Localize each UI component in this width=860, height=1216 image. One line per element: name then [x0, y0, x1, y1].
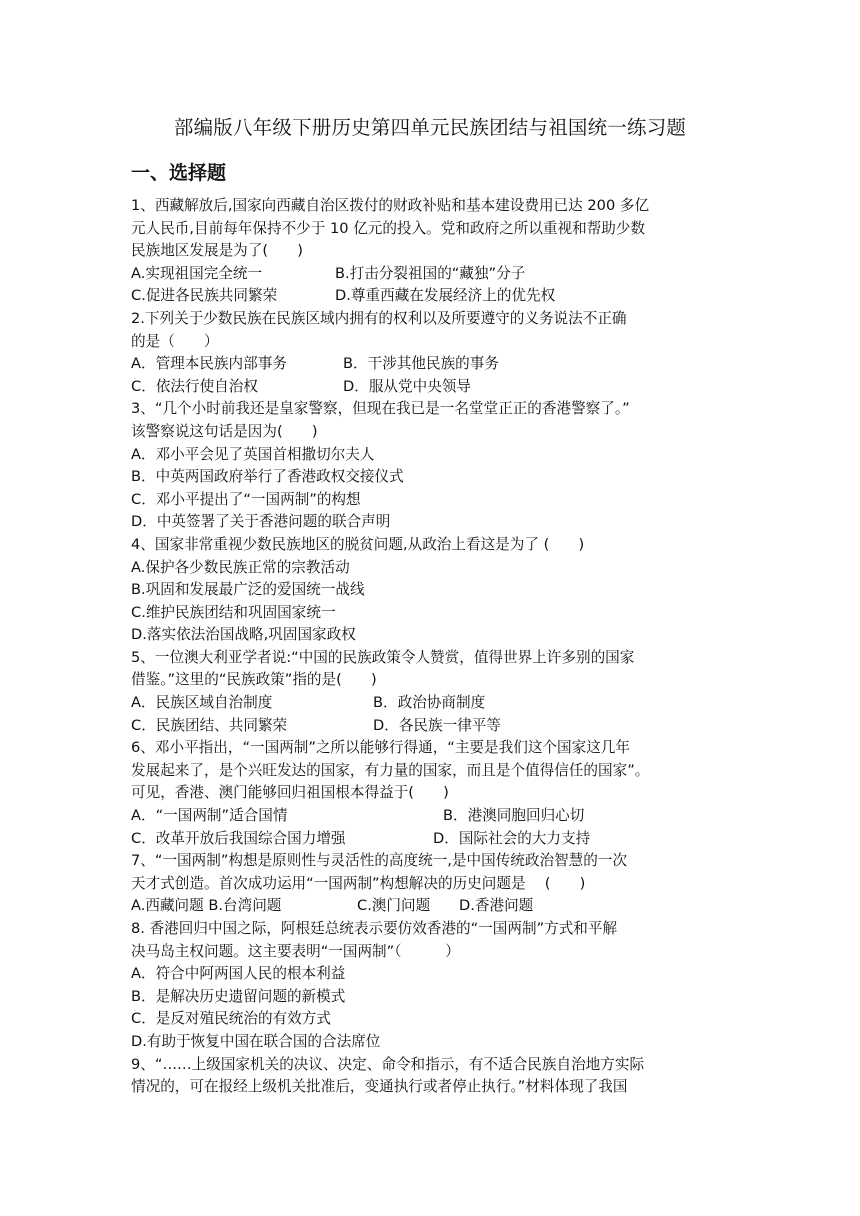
option-row	[131, 715, 737, 738]
answer-option: C．民族团结、共同繁荣	[131, 716, 288, 734]
answer-option: D.尊重西藏在发展经济上的优先权	[335, 287, 556, 305]
answer-option: D．中英签署了关于香港问题的联合声明	[131, 513, 391, 531]
option-row	[131, 353, 737, 376]
answer-option: B．是解决历史遗留问题的新模式	[131, 987, 346, 1005]
option-row	[131, 489, 737, 512]
question-stem-line: 的是（ ）	[131, 332, 219, 350]
answer-option: A．邓小平会见了英国首相撒切尔夫人	[131, 445, 375, 463]
option-row	[131, 285, 737, 308]
question-stem-line: 民族地区发展是为了( )	[131, 242, 303, 260]
option-row	[131, 579, 737, 602]
answer-option: C.澳门问题	[357, 897, 431, 915]
question-stem-line: 情况的，可在报经上级机关批准后，变通执行或者停止执行。”材料体现了我国	[131, 1078, 628, 1096]
answer-option: A.保护各少数民族正常的宗教活动	[131, 558, 350, 576]
answer-option: D.落实依法治国战略,巩固国家政权	[131, 626, 356, 644]
question-stem-line: 7、“一国两制”构想是原则性与灵活性的高度统一,是中国传统政治智慧的一次	[131, 852, 628, 870]
question-stem-line: 发展起来了，是个兴旺发达的国家，有力量的国家，而且是个值得信任的国家”。	[131, 761, 650, 779]
question-stem-line: 5、一位澳大利亚学者说:“中国的民族政策令人赞赏，值得世界上许多别的国家	[131, 648, 635, 666]
question-7	[131, 850, 737, 918]
option-row	[131, 895, 737, 918]
answer-option: A．管理本民族内部事务	[131, 355, 287, 373]
answer-option: A.实现祖国完全统一	[131, 264, 263, 282]
answer-option: A．符合中阿两国人民的根本利益	[131, 965, 346, 983]
option-row	[131, 692, 737, 715]
question-stem-line: 借鉴。”这里的“民族政策”指的是( )	[131, 671, 377, 689]
option-row	[131, 1008, 737, 1031]
answer-option: C．邓小平提出了“一国两制”的构想	[131, 490, 361, 508]
question-1	[131, 195, 737, 308]
answer-option: B．政治协商制度	[373, 694, 486, 712]
option-row	[131, 624, 737, 647]
option-row	[131, 557, 737, 580]
question-2	[131, 308, 737, 398]
option-row	[131, 466, 737, 489]
option-row	[131, 805, 737, 828]
option-row	[131, 376, 737, 399]
section-heading: 一、选择题	[131, 162, 227, 184]
answer-option: C．依法行使自治权	[131, 377, 258, 395]
question-stem-line: 该警察说这句话是因为( )	[131, 422, 318, 440]
answer-option: B.打击分裂祖国的“藏独”分子	[335, 264, 526, 282]
answer-option: D．服从党中央领导	[343, 377, 471, 395]
option-row	[131, 963, 737, 986]
answer-option: D.香港问题	[459, 897, 534, 915]
question-stem-line: 天才式创造。首次成功运用“一国两制”构想解决的历史问题是 ( )	[131, 874, 586, 892]
answer-option: A.西藏问题 B.台湾问题	[131, 897, 282, 915]
option-row	[131, 1031, 737, 1054]
question-4	[131, 534, 737, 647]
answer-option: A．民族区域自治制度	[131, 694, 273, 712]
answer-option: C．改革开放后我国综合国力增强	[131, 829, 346, 847]
option-row	[131, 263, 737, 286]
answer-option: C.促进各民族共同繁荣	[131, 287, 278, 305]
answer-option: B．干涉其他民族的事务	[343, 355, 499, 373]
answer-option: B．中英两国政府举行了香港政权交接仪式	[131, 468, 404, 486]
question-stem-line: 8. 香港回归中国之际，阿根廷总统表示要仿效香港的“一国两制”方式和平解	[131, 920, 618, 937]
answer-option: C.维护民族团结和巩固国家统一	[131, 603, 336, 621]
answer-option: D．国际社会的大力支持	[433, 829, 591, 847]
question-stem-line: 2.下列关于少数民族在民族区域内拥有的权利以及所要遵守的义务说法不正确	[131, 309, 627, 327]
question-stem-line: 决马岛主权问题。这主要表明“一国两制”（ ）	[131, 942, 460, 960]
question-9	[131, 1054, 737, 1099]
answer-option: A．“一国两制”适合国情	[131, 807, 288, 825]
answer-option: B．港澳同胞回归心切	[443, 807, 585, 825]
option-row	[131, 602, 737, 625]
answer-option: D.有助于恢复中国在联合国的合法席位	[131, 1032, 381, 1050]
option-row	[131, 511, 737, 534]
question-5	[131, 647, 737, 737]
question-6	[131, 737, 737, 850]
question-stem-line: 6、邓小平指出，“一国两制”之所以能够行得通，“主要是我们这个国家这几年	[131, 739, 630, 757]
question-stem-line: 元人民币,目前每年保持不少于 10 亿元的投入。党和政府之所以重视和帮助少数	[131, 219, 646, 237]
question-stem-line: 9、“……上级国家机关的决议、决定、命令和指示，有不适合民族自治地方实际	[131, 1055, 645, 1073]
document-title: 部编版八年级下册历史第四单元民族团结与祖国统一练习题	[173, 116, 687, 139]
question-stem-line: 可见，香港、澳门能够回归祖国根本得益于( )	[131, 784, 449, 802]
answer-option: C．是反对殖民统治的有效方式	[131, 1010, 331, 1028]
question-8	[131, 918, 737, 1054]
option-row	[131, 444, 737, 467]
question-stem-line: 3、“几个小时前我还是皇家警察，但现在我已是一名堂堂正正的香港警察了。”	[131, 400, 630, 418]
option-row	[131, 986, 737, 1009]
question-list	[131, 195, 737, 1099]
question-3	[131, 398, 737, 534]
answer-option: B.巩固和发展最广泛的爱国统一战线	[131, 581, 365, 599]
question-stem-line: 1、西藏解放后,国家向西藏自治区拨付的财政补贴和基本建设费用已达 200 多亿	[131, 197, 650, 214]
answer-option: D．各民族一律平等	[373, 716, 501, 734]
option-row	[131, 828, 737, 851]
question-stem-line: 4、国家非常重视少数民族地区的脱贫问题,从政治上看这是为了 ( )	[131, 535, 585, 553]
